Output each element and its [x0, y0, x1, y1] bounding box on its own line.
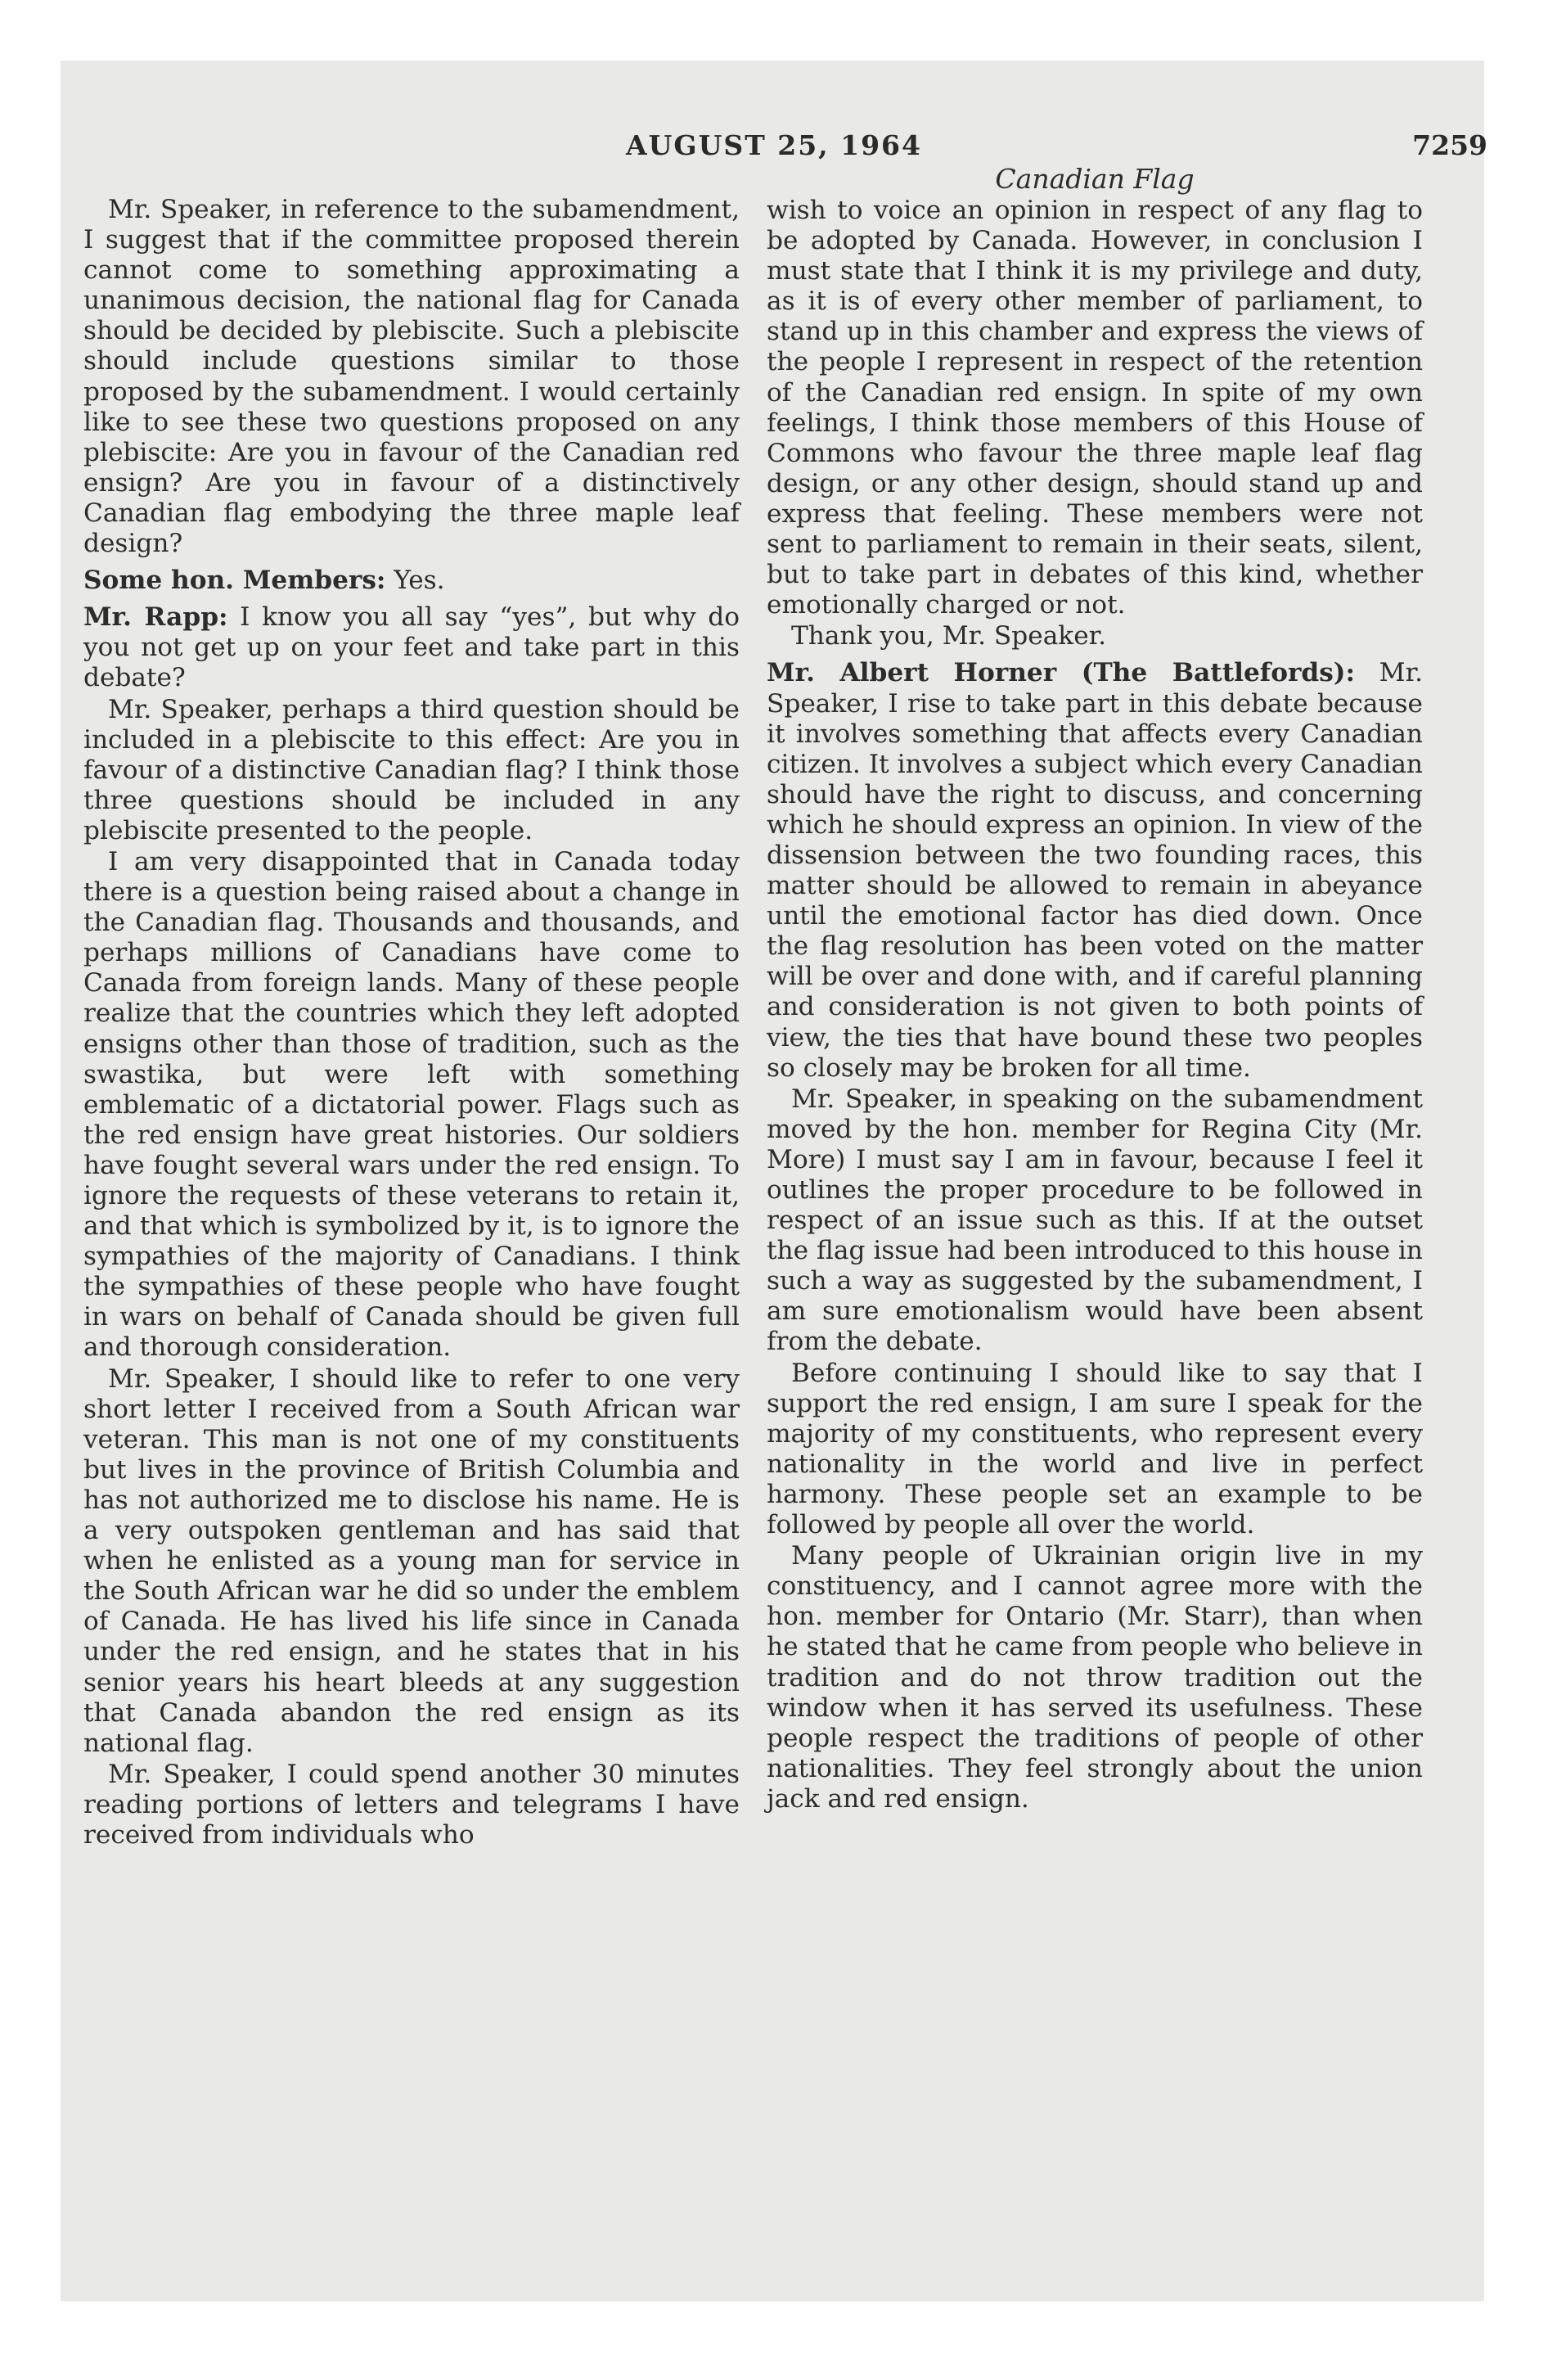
paragraph: I am very disappointed that in Canada today there is a question being raised about a change in the Canadian flag. Thousands and thousands, and perhaps millions of Canadians have come to Canada from foreign lands. Many of these people realize that the countries which they left adopted ensigns other than those of tradition, such as the swastika, but were left with something emblematic of a dictatorial power. Flags such as the red ensign have great histories. Our soldiers have fought several wars under the red ensign. To ignore the requests of these veterans to retain it, and that which is symbolized by it, is to ignore the sympathies of the majority of Canadians. I think the sympathies of these people who have fought in wars on behalf of Canada should be given full and thorough consideration.: [83, 846, 740, 1363]
speaker-name: Mr. Albert Horner (The Battlefords):: [767, 658, 1356, 688]
right-column: [767, 164, 1423, 1815]
section-title: Canadian Flag: [995, 163, 1195, 195]
speech-paragraph: [767, 658, 1423, 1083]
page-header: [61, 129, 1487, 169]
speech-paragraph: [83, 602, 740, 693]
paragraph: Mr. Speaker, I could spend another 30 minutes reading portions of letters and telegrams I have received from individuals who: [83, 1759, 740, 1850]
paragraph: Mr. Speaker, in speaking on the subamendment moved by the hon. member for Regina City (Mr. More) I must say I am in favour, because I feel it outlines the proper procedure to be followed in respect of an issue such as this. If at the outset the flag issue had been introduced to this house in such a way as suggested by the subamendment, I am sure emotionalism would have been absent from the debate.: [767, 1084, 1423, 1357]
paragraph: wish to voice an opinion in respect of any flag to be adopted by Canada. However, in conclusion I must state that I think it is my privilege and duty, as it is of every other member of parliament, to stand up in this chamber and express the views of the people I represent in respect of the retention of the Canadian red ensign. In spite of my own feelings, I think those members of this House of Commons who favour the three maple leaf flag design, or any other design, should stand up and express that feeling. These members were not sent to parliament to remain in their seats, silent, but to take part in debates of this kind, whether emotionally charged or not.: [767, 196, 1423, 620]
paragraph: Before continuing I should like to say that I support the red ensign, I am sure I speak for the majority of my constituents, who represent every nationality in the world and live in perfect harmony. These people set an example to be followed by people all over the world.: [767, 1358, 1423, 1540]
header-date: AUGUST 25, 1964: [626, 129, 922, 161]
paragraph: Mr. Speaker, I should like to refer to one very short letter I received from a South African war veteran. This man is not one of my constituents but lives in the province of British Columbia and has not authorized me to disclose his name. He is a very outspoken gentleman and has said that when he enlisted as a young man for service in the South African war he did so under the emblem of Canada. He has lived his life since in Canada under the red ensign, and he states that in his senior years his heart bleeds at any suggestion that Canada abandon the red ensign as its national flag.: [83, 1364, 740, 1758]
speaker-name: Some hon. Members:: [83, 566, 386, 596]
speech-text: I know you all say “yes”, but why do you not get up on your feet and take part in this debate?: [83, 602, 740, 693]
speech-text: Yes.: [385, 566, 445, 596]
page-number: 7259: [1412, 129, 1487, 161]
speech-text: Mr. Speaker, I rise to take part in this debate because it involves something that affects every Canadian citizen. It involves a subject which every Canadian should have the right to discuss, and concerning which he should express an opinion. In view of the dissension between the two founding races, this matter should be allowed to remain in abeyance until the emotional factor has died down. Once the flag resolution has been voted on the matter will be over and done with, and if careful planning and consideration is not given to both points of view, the ties that have bound these two peoples so closely may be broken for all time.: [767, 658, 1423, 1083]
left-column: [83, 195, 740, 1851]
speaker-name: Mr. Rapp:: [83, 602, 228, 633]
speech-paragraph: [83, 566, 740, 596]
paragraph: Mr. Speaker, in reference to the subamendment, I suggest that if the committee proposed therein cannot come to something approximating a unanimous decision, the national flag for Canada should be decided by plebiscite. Such a plebiscite should include questions similar to those proposed by the subamendment. I would certainly like to see these two questions proposed on any plebiscite: Are you in favour of the Canadian red ensign? Are you in favour of a distinctively Canadian flag embodying the three maple leaf design?: [83, 195, 740, 559]
paragraph: Mr. Speaker, perhaps a third question should be included in a plebiscite to this effect: Are you in favour of a distinctive Canadian flag? I think those three questions should be included in any plebiscite presented to the people.: [83, 694, 740, 845]
paragraph: Thank you, Mr. Speaker.: [791, 621, 1107, 651]
paragraph: Many people of Ukrainian origin live in my constituency, and I cannot agree more with the hon. member for Ontario (Mr. Starr), than when he stated that he came from people who believe in tradition and do not throw tradition out the window when it has served its usefulness. These people respect the traditions of people of other nationalities. They feel strongly about the union jack and red ensign.: [767, 1541, 1423, 1814]
